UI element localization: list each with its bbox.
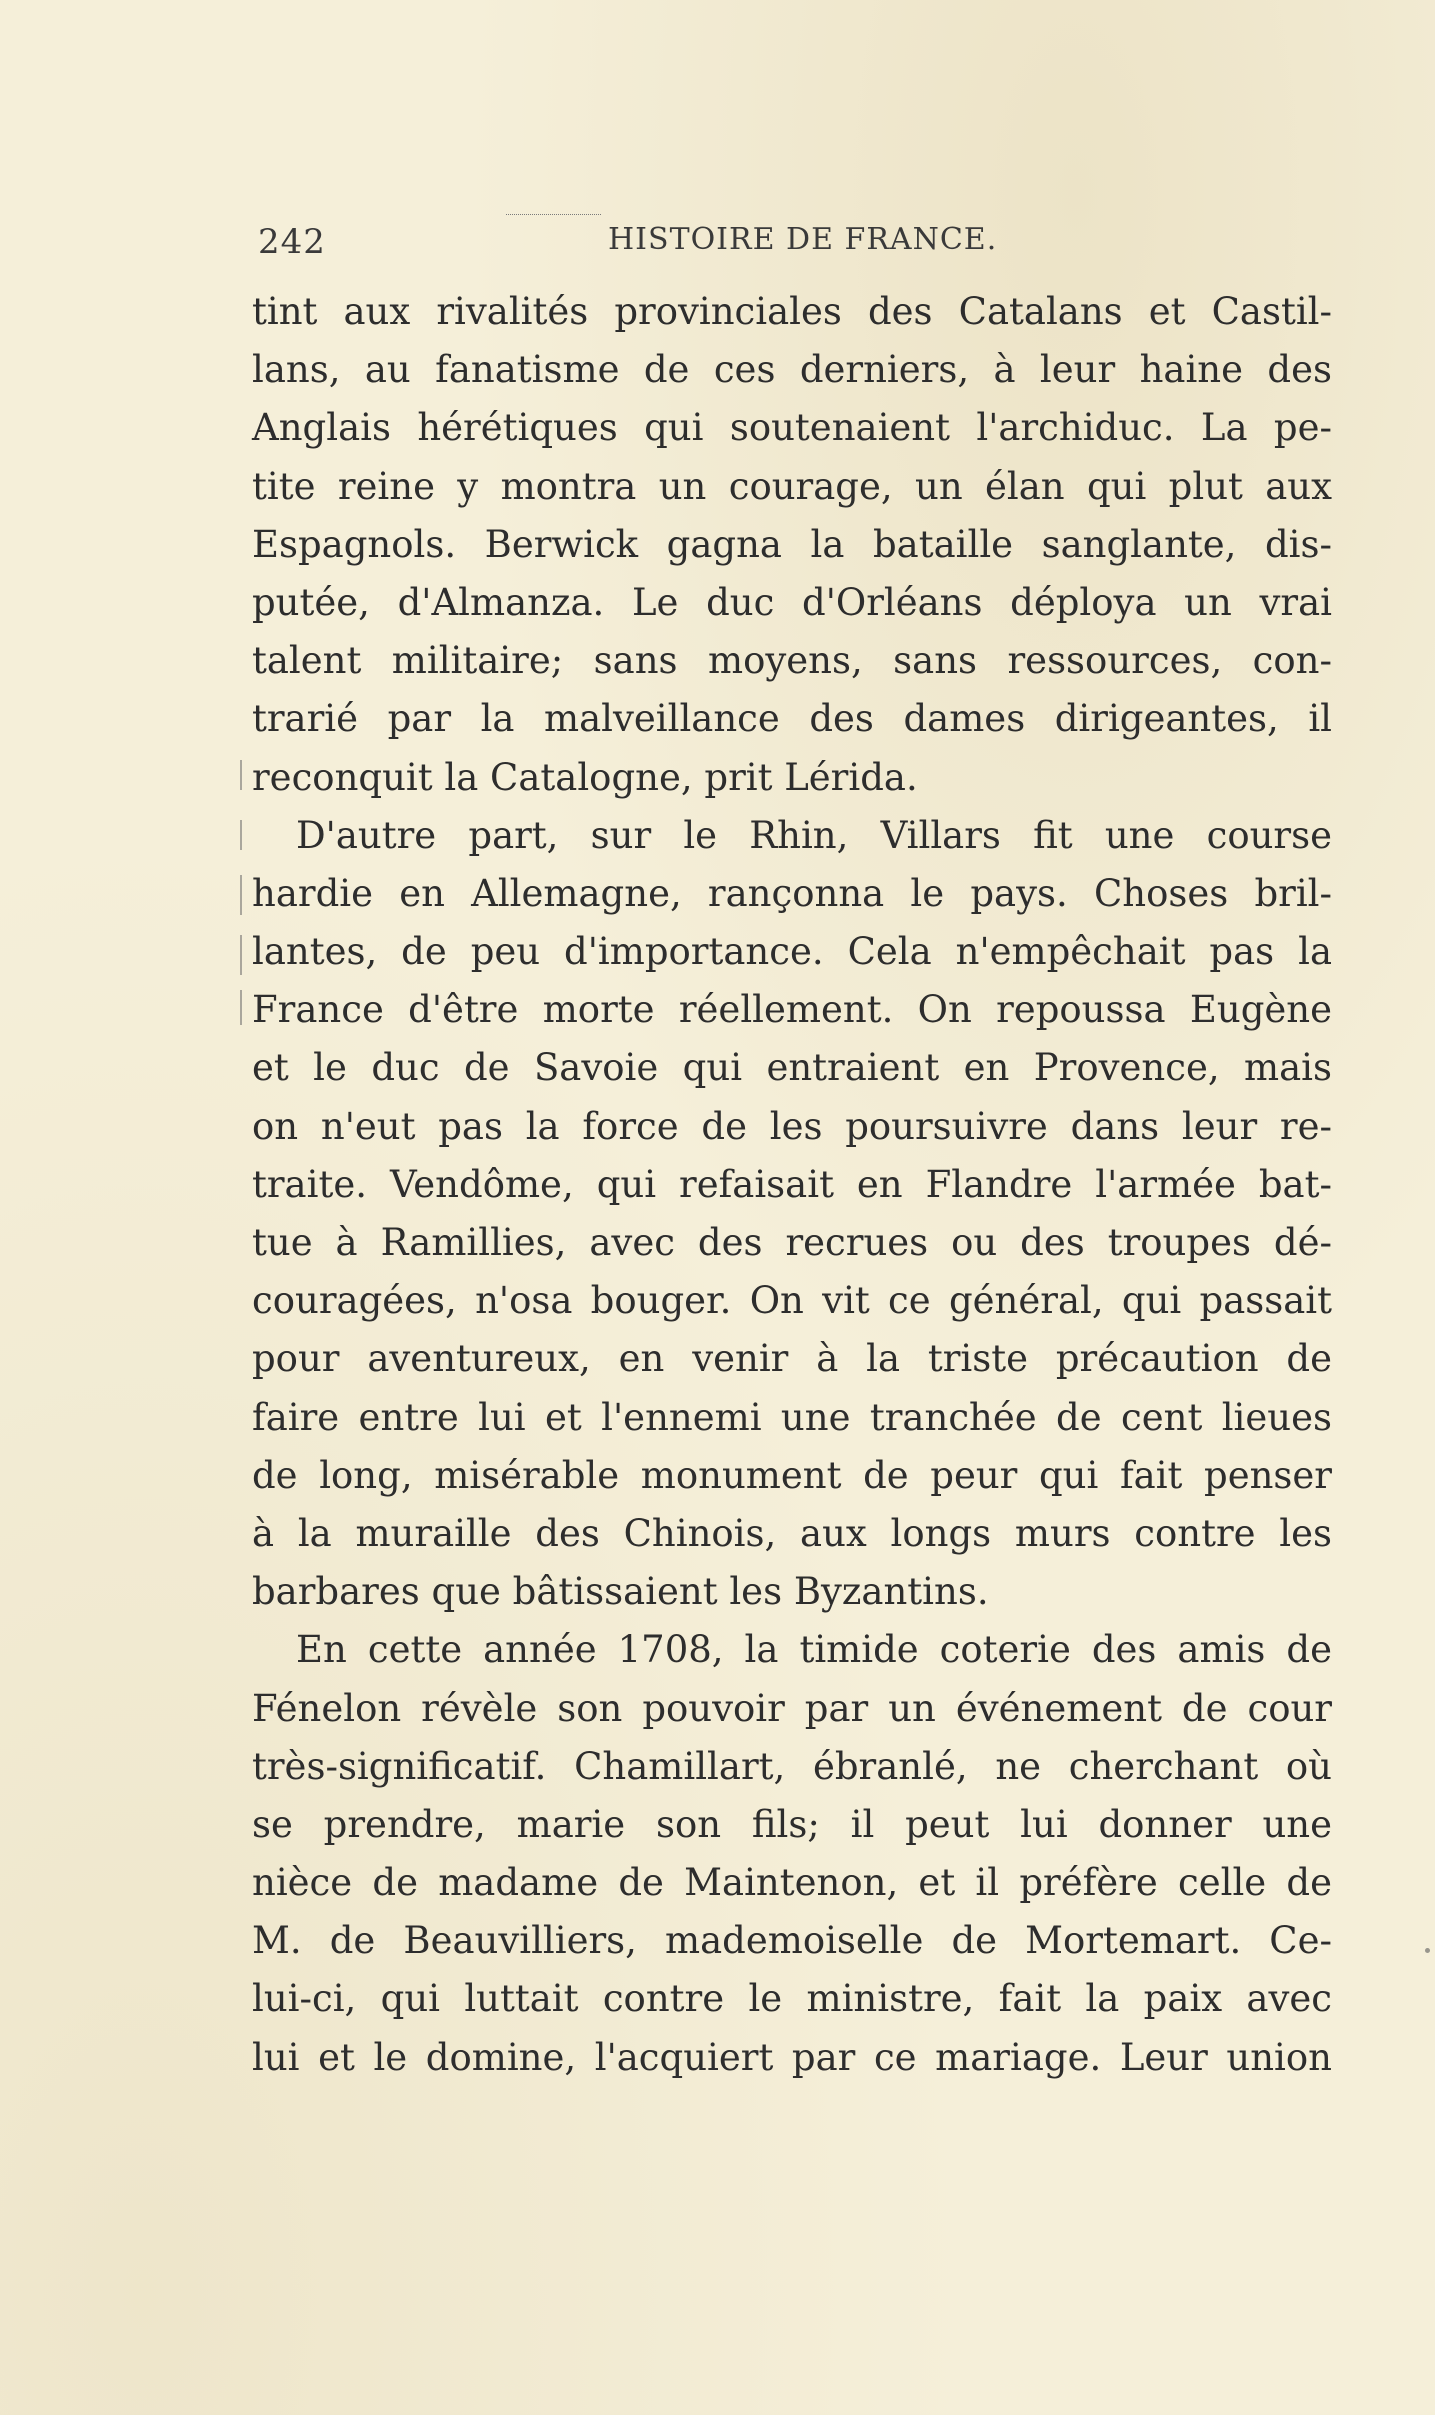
text-line: putée, d'Almanza. Le duc d'Orléans déploya un vrai <box>252 580 1332 624</box>
text-line: pour aventureux, en venir à la triste précaution de <box>252 1337 1332 1381</box>
text-line: Espagnols. Berwick gagna la bataille sanglante, dis- <box>252 522 1332 566</box>
text-line: tite reine y montra un courage, un élan qui plut aux <box>252 464 1332 508</box>
running-head <box>258 218 1308 262</box>
text-line: Fénelon révèle son pouvoir par un événement de cour <box>252 1686 1332 1730</box>
text-line: lans, au fanatisme de ces derniers, à leur haine des <box>252 348 1332 392</box>
text-line: M. de Beauvilliers, mademoiselle de Mortemart. Ce- <box>252 1919 1332 1963</box>
text-line: talent militaire; sans moyens, sans ressources, con- <box>252 639 1332 683</box>
text-line: couragées, n'osa bouger. On vit ce général, qui passait <box>252 1279 1332 1323</box>
body-text <box>252 283 1332 2087</box>
ink-speck <box>1425 1948 1430 1953</box>
text-line: lantes, de peu d'importance. Cela n'empêchait pas la <box>252 930 1332 974</box>
text-line: lui et le domine, l'acquiert par ce mariage. Leur union <box>252 2035 1332 2079</box>
margin-mark <box>240 760 242 790</box>
text-line: trarié par la malveillance des dames dirigeantes, il <box>252 697 1332 741</box>
text-line: et le duc de Savoie qui entraient en Provence, mais <box>252 1046 1332 1090</box>
text-line: traite. Vendôme, qui refaisait en Flandre l'armée bat- <box>252 1162 1332 1206</box>
text-line: tue à Ramillies, avec des recrues ou des troupes dé- <box>252 1221 1332 1264</box>
text-line: Anglais hérétiques qui soutenaient l'archiduc. La pe- <box>252 406 1332 450</box>
page-number: 242 <box>258 222 326 262</box>
text-line: reconquit la Catalogne, prit Lérida. <box>252 755 918 799</box>
text-line: de long, misérable monument de peur qui fait penser <box>252 1453 1332 1497</box>
text-line: à la muraille des Chinois, aux longs murs contre les <box>252 1511 1332 1555</box>
text-line: lui-ci, qui luttait contre le ministre, fait la paix avec <box>252 1977 1332 2021</box>
text-line: hardie en Allemagne, rançonna le pays. Choses bril- <box>252 871 1332 915</box>
text-line: faire entre lui et l'ennemi une tranchée de cent lieues <box>252 1395 1332 1439</box>
text-line: barbares que bâtissaient les Byzantins. <box>252 1570 989 1614</box>
header-ornament <box>506 214 601 218</box>
text-line: nièce de madame de Maintenon, et il préfère celle de <box>252 1861 1332 1905</box>
text-line: France d'être morte réellement. On repoussa Eugène <box>252 988 1332 1032</box>
margin-mark <box>240 990 242 1025</box>
text-line: on n'eut pas la force de les poursuivre dans leur re- <box>252 1104 1332 1148</box>
text-line: tint aux rivalités provinciales des Catalans et Castil- <box>252 290 1332 333</box>
margin-mark <box>240 935 242 975</box>
paragraph-start-line: D'autre part, sur le Rhin, Villars fit une course <box>296 813 1332 857</box>
margin-mark <box>240 875 242 915</box>
paragraph-start-line: En cette année 1708, la timide coterie des amis de <box>296 1628 1332 1672</box>
margin-mark <box>240 820 242 850</box>
text-line: très-significatif. Chamillart, ébranlé, ne cherchant où <box>252 1744 1332 1788</box>
text-line: se prendre, marie son fils; il peut lui donner une <box>252 1802 1332 1846</box>
running-head-title: HISTOIRE DE FRANCE. <box>608 222 998 257</box>
